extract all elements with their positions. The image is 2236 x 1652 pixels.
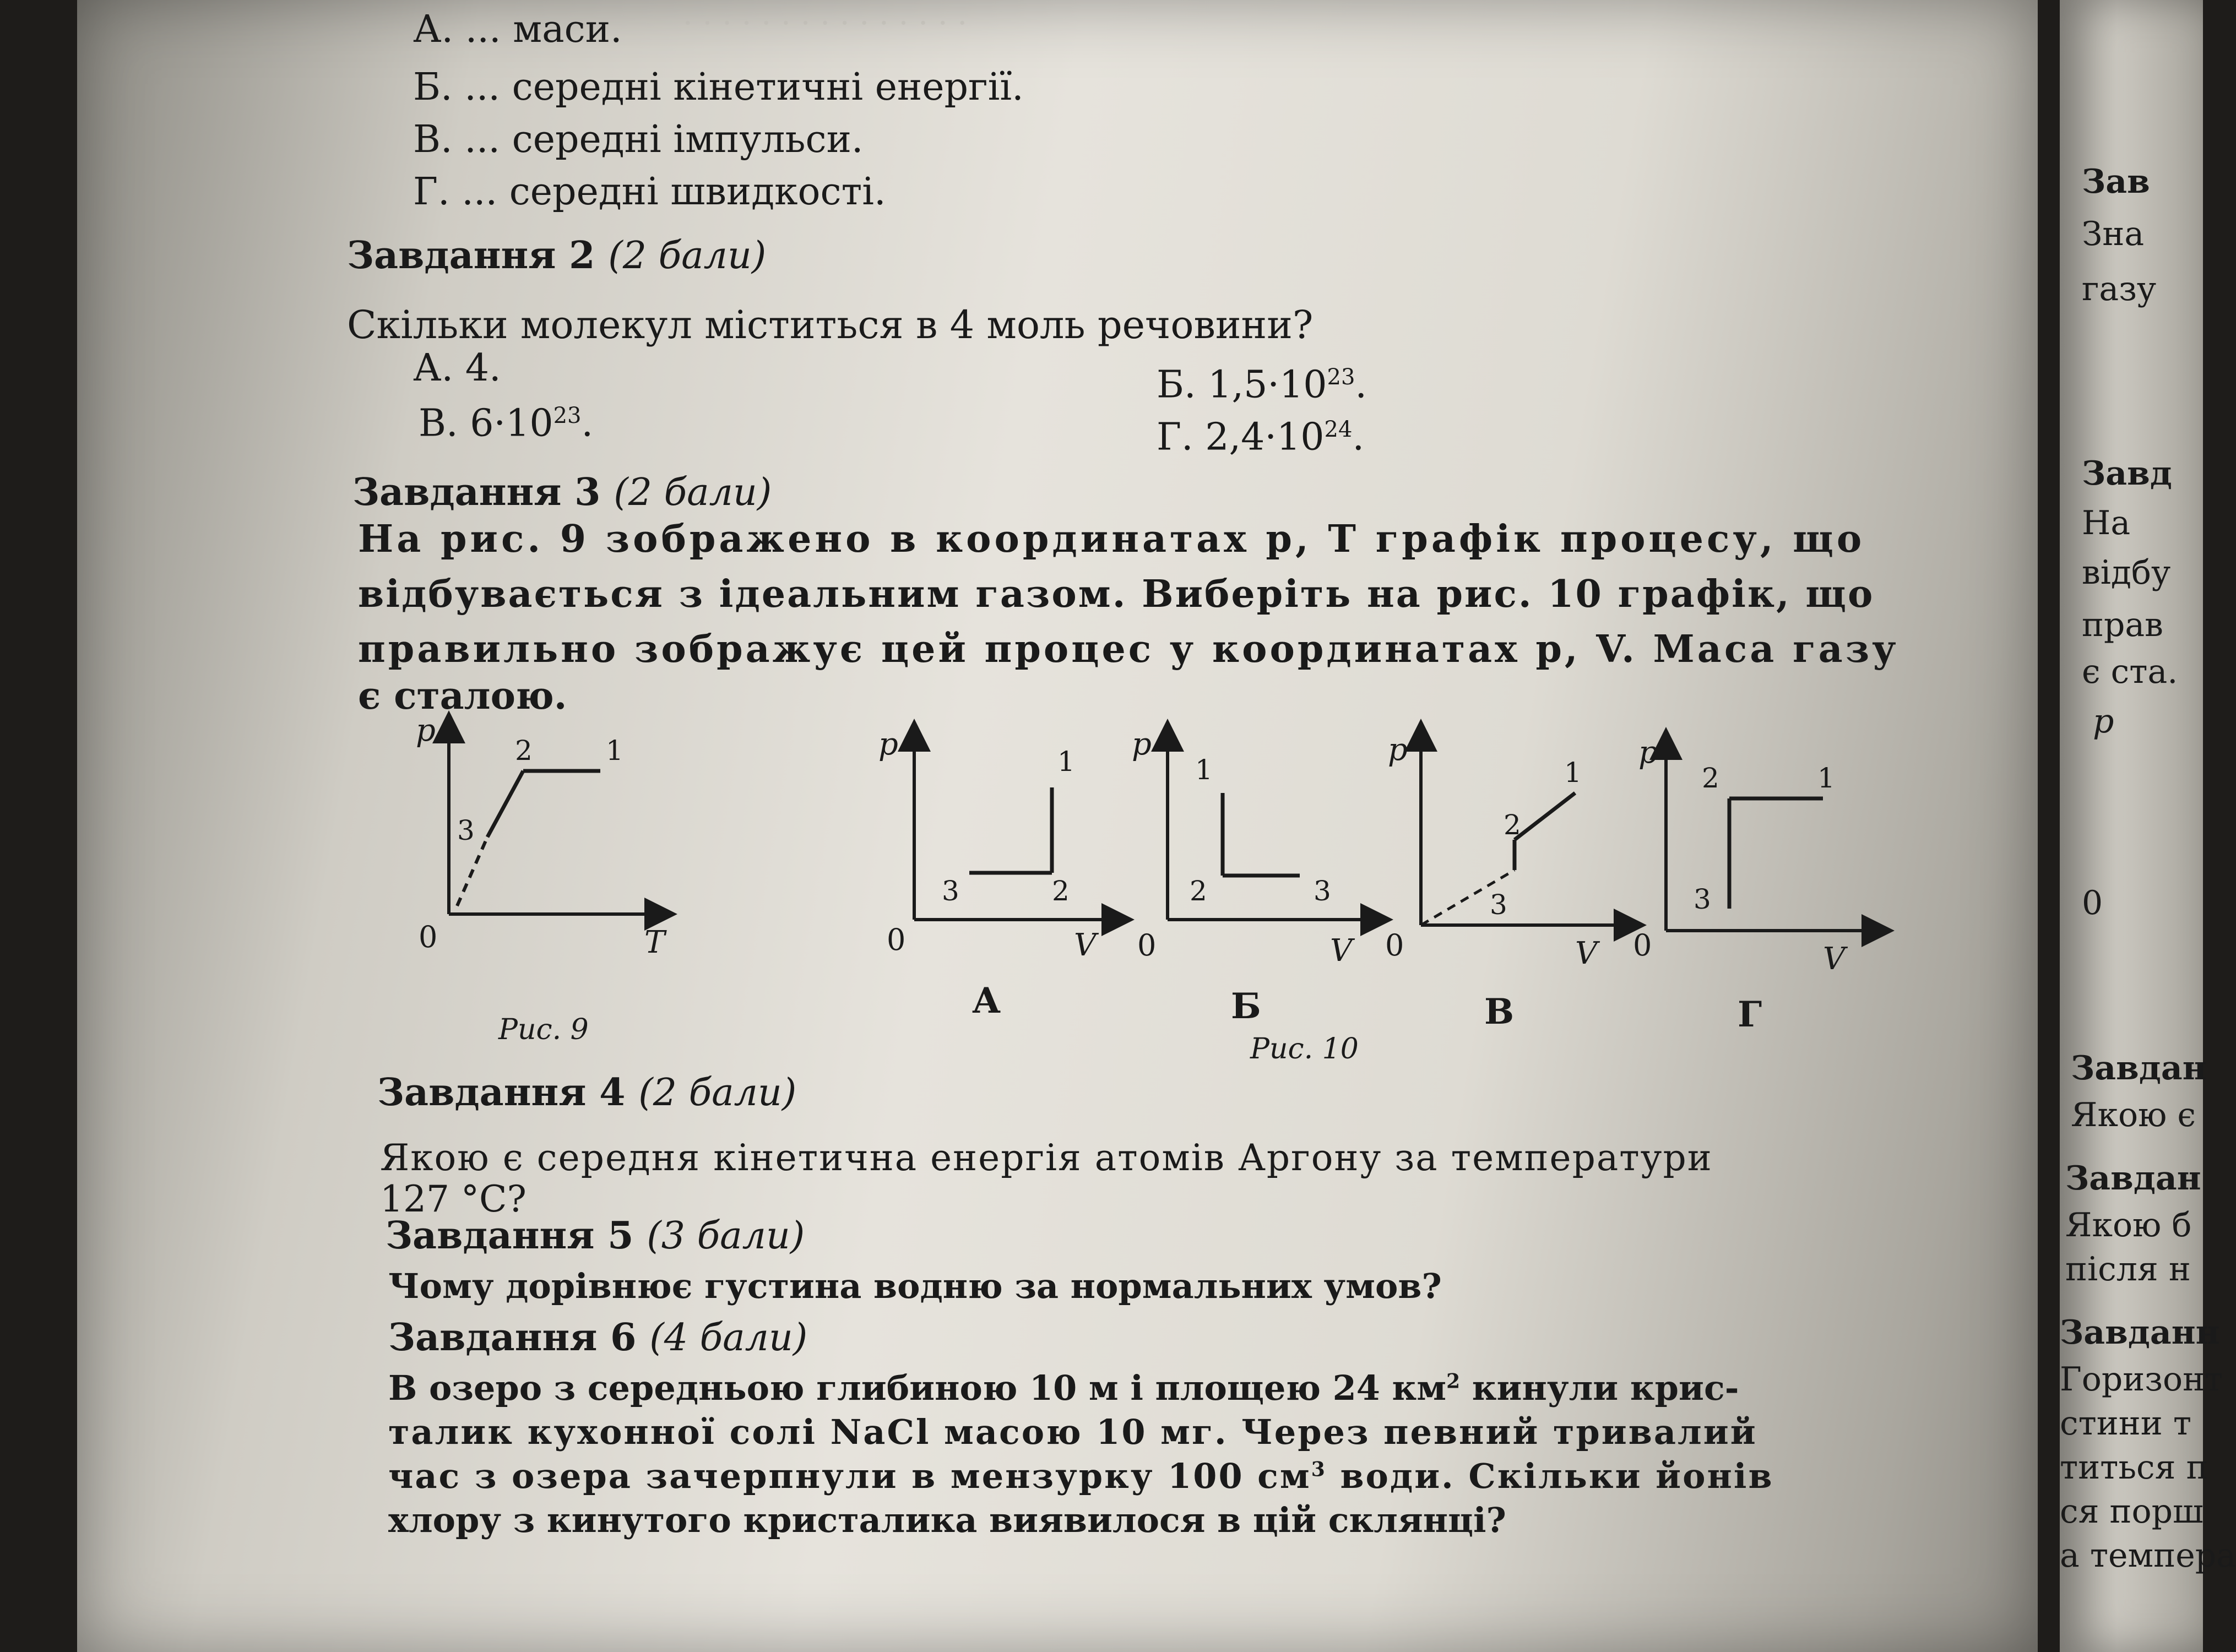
fig9-graph <box>416 713 667 960</box>
fig10-v-point3: 3 <box>1490 889 1507 921</box>
right-fragment: прав <box>2082 606 2163 644</box>
task6-text-line2: талик кухонної солі NaCl масою 10 мг. Через певний тривалий <box>388 1412 1757 1452</box>
task4-points: (2 бали) <box>638 1071 797 1115</box>
fig10-v-point2: 2 <box>1504 809 1521 841</box>
fig9-axis-T: T <box>644 925 665 960</box>
right-fragment: p <box>2093 702 2114 741</box>
right-fragment: газу <box>2082 270 2157 308</box>
fig10-b-point1: 1 <box>1195 754 1213 786</box>
fig10-v-axis-p: p <box>1388 732 1408 768</box>
task3-text-line3: правильно зображує цей процес у координатах p, V. Маса газу <box>358 627 1899 671</box>
fig10-a-axis-p: p <box>878 726 898 762</box>
task3-title: Завдання 3 <box>352 470 601 514</box>
bleed-through: · · · · · · · · · · · · · · · <box>683 6 968 41</box>
fig10-a-point2: 2 <box>1052 875 1070 907</box>
fig9-caption: Рис. 9 <box>498 1013 589 1046</box>
task1-option-b: Б. ... середні кінетичні енергії. <box>413 66 1024 109</box>
task6-text-line4: хлору з кинутого кристалика виявилося в цій склянці? <box>388 1500 1506 1540</box>
fig10-b-point3: 3 <box>1314 875 1331 907</box>
task3-heading <box>352 470 772 514</box>
right-fragment: Горизонт <box>2060 1360 2223 1399</box>
task3-text-line4: є сталою. <box>358 674 567 718</box>
right-fragment: Завданн <box>2060 1313 2220 1352</box>
right-fragment: Якою б <box>2065 1206 2192 1245</box>
right-page-edge <box>2060 0 2236 1652</box>
task2-question: Скільки молекул міститься в 4 моль речовини? <box>347 302 1314 347</box>
task4-text-line1: Якою є середня кінетична енергія атомів Аргону за температури <box>380 1137 1713 1179</box>
task6-title: Завдання 6 <box>388 1316 637 1360</box>
fig10-g-axis-p: p <box>1638 735 1658 770</box>
right-fragment: На <box>2082 504 2131 542</box>
fig10-label-b: Б <box>1231 986 1261 1027</box>
task6-points: (4 бали) <box>649 1316 808 1360</box>
task1-option-a: А. ... маси. <box>413 8 622 51</box>
task3-points: (2 бали) <box>614 471 772 514</box>
right-fragment: після н <box>2065 1250 2191 1289</box>
right-fragment: Якою є <box>2071 1096 2196 1134</box>
task6-heading <box>388 1316 808 1360</box>
task5-title: Завдання 5 <box>386 1214 634 1258</box>
task6-text-line3: час з озера зачерпнули в мензурку 100 $см^3$ води. Скільки йонів <box>388 1456 1774 1496</box>
task4-text-line2: 127 °C? <box>380 1178 527 1220</box>
fig10-g-origin: 0 <box>1633 928 1652 963</box>
fig10-v-axis-V: V <box>1575 936 1598 971</box>
task2-option-a: А. 4. <box>413 346 501 390</box>
right-fragment: стини т <box>2060 1404 2192 1443</box>
fig10-b-axis-V: V <box>1330 933 1353 969</box>
book-page <box>77 0 2038 1652</box>
right-fragment: 0 <box>2082 884 2103 922</box>
fig10-label-v: В <box>1484 991 1515 1032</box>
right-fragment: а темпера <box>2060 1536 2236 1575</box>
right-fragment: Зна <box>2082 215 2145 253</box>
task2-heading <box>347 233 767 278</box>
task1-option-v: В. ... середні імпульси. <box>413 118 864 161</box>
fig10-a-axis-V: V <box>1074 927 1097 963</box>
fig9-point2: 2 <box>515 735 533 767</box>
task2-option-b: Б. $1,5\cdot 10^{23}$. <box>1157 363 1367 407</box>
fig10-g-point1: 1 <box>1817 762 1835 794</box>
fig10-g-axis-V: V <box>1823 941 1846 977</box>
fig9-point3: 3 <box>457 814 475 846</box>
fig9-axis-p: p <box>416 713 436 748</box>
task2-option-v: В. $6\cdot 10^{23}$. <box>419 401 594 445</box>
fig9-point1: 1 <box>606 735 623 767</box>
fig10-graph-v <box>1385 732 1630 971</box>
fig10-g-point3: 3 <box>1694 883 1711 915</box>
right-fragment: ся порш <box>2060 1492 2204 1531</box>
right-fragment: Завд <box>2082 454 2172 493</box>
fig10-b-point2: 2 <box>1190 875 1207 907</box>
fig9-origin: 0 <box>419 920 438 954</box>
task1-option-g: Г. ... середні швидкості. <box>413 170 886 214</box>
fig10-v-origin: 0 <box>1385 928 1404 963</box>
task4-title: Завдання 4 <box>377 1070 626 1115</box>
task3-text-line2: відбувається з ідеальним газом. Виберіть на рис. 10 графік, що <box>358 572 1875 616</box>
task2-title: Завдання 2 <box>347 233 595 278</box>
task6-text-line1: В озеро з середньою глибиною 10 м і площею 24 $км^2$ кинули крис- <box>388 1368 1739 1408</box>
right-fragment: Завдан <box>2071 1049 2207 1088</box>
fig10-a-origin: 0 <box>887 922 906 957</box>
fig10-graph-g <box>1633 735 1878 977</box>
task5-question: Чому дорівнює густина водню за нормальних умов? <box>388 1266 1442 1306</box>
task2-points: (2 бали) <box>608 234 767 278</box>
task3-text-line1: На рис. 9 зображено в координатах p, T графік процесу, що <box>358 517 1865 561</box>
fig10-caption: Рис. 10 <box>1250 1032 1359 1066</box>
task5-heading <box>386 1214 805 1258</box>
fig10-graph-b <box>1132 726 1377 969</box>
fig10-b-origin: 0 <box>1137 928 1157 963</box>
fig10-v-point1: 1 <box>1564 757 1582 789</box>
fig10-b-axis-p: p <box>1132 726 1152 762</box>
task4-heading <box>377 1070 797 1115</box>
right-fragment: Зав <box>2082 162 2150 201</box>
right-fragment: титься п <box>2060 1448 2208 1487</box>
right-fragment: є ста. <box>2082 653 2178 691</box>
fig10-g-point2: 2 <box>1702 762 1719 794</box>
task2-option-g: Г. $2,4\cdot 10^{24}$. <box>1157 415 1365 459</box>
fig10-label-g: Г <box>1738 994 1762 1035</box>
fig10-a-point1: 1 <box>1057 746 1075 778</box>
right-fragment: відбу <box>2082 553 2171 592</box>
fig10-label-a: А <box>972 980 1001 1021</box>
fig10-graph-a <box>878 726 1118 963</box>
right-fragment: Завдан <box>2065 1159 2201 1198</box>
fig10-a-point3: 3 <box>942 875 959 907</box>
task5-points: (3 бали) <box>647 1214 805 1258</box>
